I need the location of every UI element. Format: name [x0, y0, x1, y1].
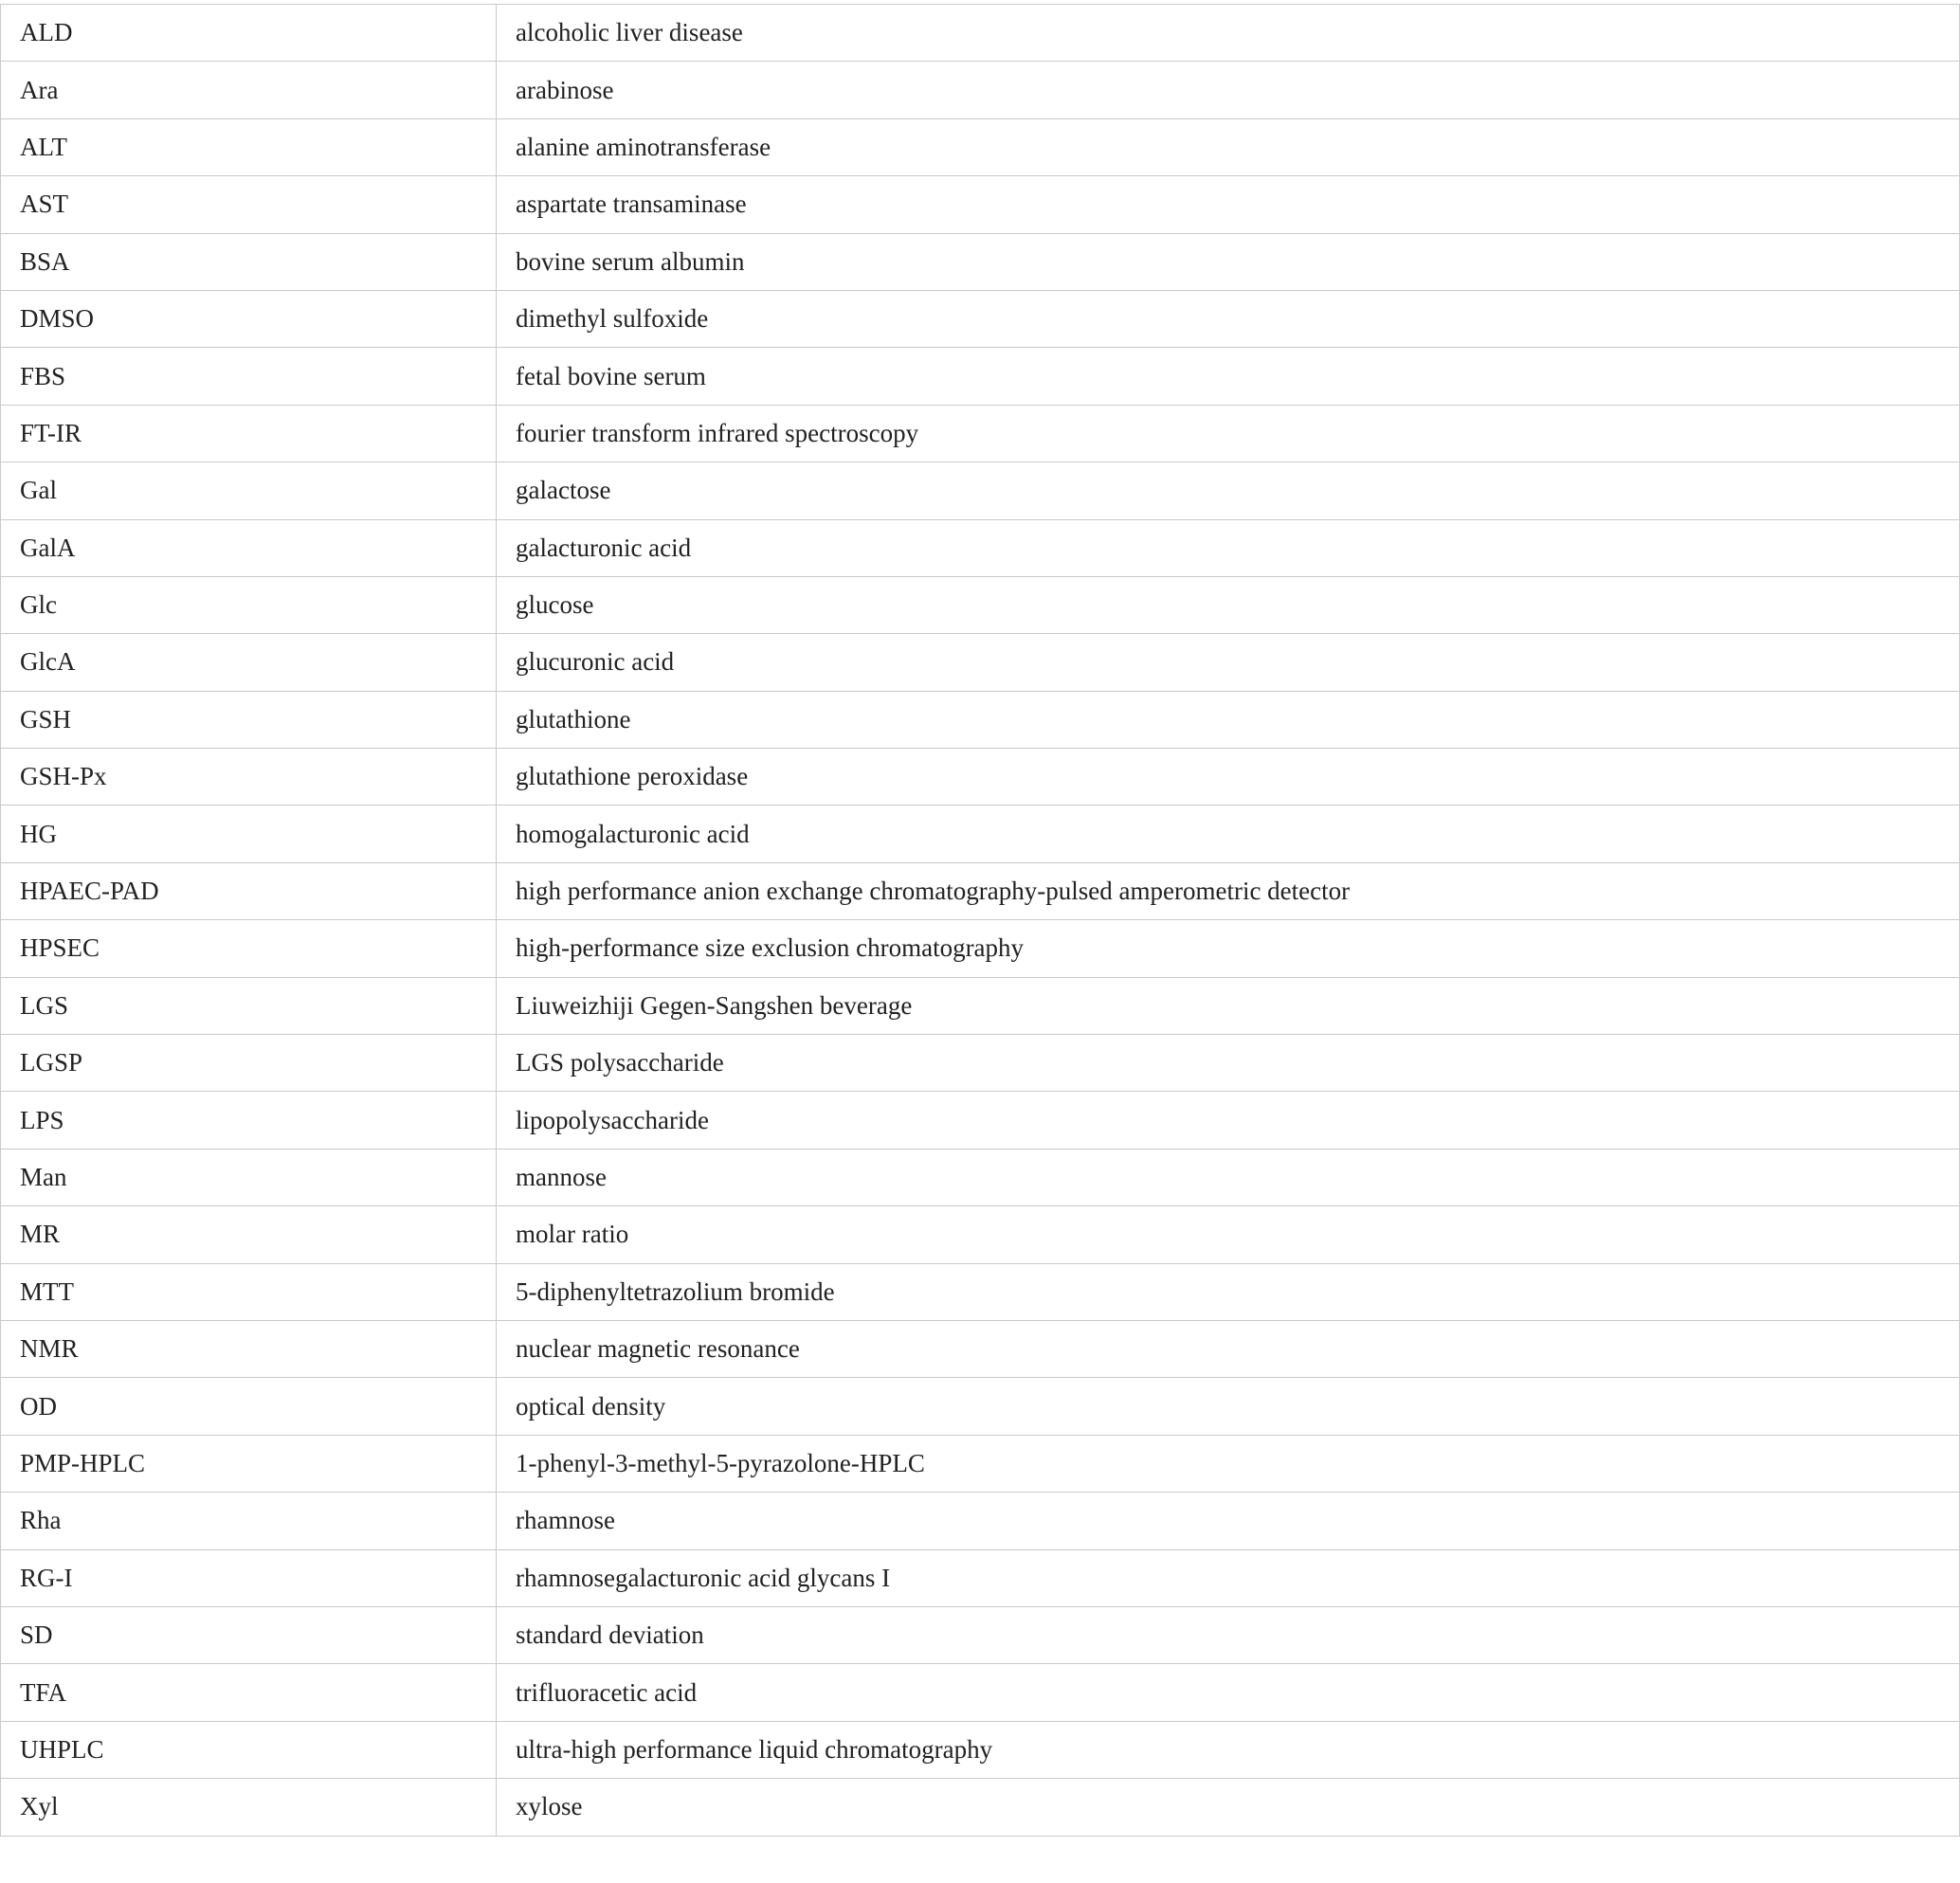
- abbreviation-cell: UHPLC: [1, 1721, 497, 1778]
- definition-cell: molar ratio: [497, 1206, 1960, 1263]
- abbreviation-cell: FBS: [1, 348, 497, 405]
- table-row: [1, 862, 1960, 919]
- abbreviation-cell: MR: [1, 1206, 497, 1263]
- definition-cell: glucuronic acid: [497, 634, 1960, 691]
- table-row: [1, 1320, 1960, 1377]
- table-row: [1, 920, 1960, 977]
- definition-cell: mannose: [497, 1149, 1960, 1205]
- definition-cell: nuclear magnetic resonance: [497, 1320, 1960, 1377]
- table-row: [1, 348, 1960, 405]
- table-row: [1, 118, 1960, 175]
- definition-cell: LGS polysaccharide: [497, 1035, 1960, 1092]
- definition-cell: galactose: [497, 462, 1960, 519]
- definition-cell: ultra-high performance liquid chromatography: [497, 1721, 1960, 1778]
- abbreviation-cell: Gal: [1, 462, 497, 519]
- definition-cell: standard deviation: [497, 1606, 1960, 1663]
- table-row: [1, 1493, 1960, 1549]
- definition-cell: glutathione peroxidase: [497, 749, 1960, 806]
- table-row: [1, 462, 1960, 519]
- table-row: [1, 519, 1960, 576]
- table-row: [1, 1606, 1960, 1663]
- abbreviation-cell: NMR: [1, 1320, 497, 1377]
- abbreviation-cell: PMP-HPLC: [1, 1435, 497, 1492]
- table-row: [1, 634, 1960, 691]
- abbreviation-cell: LGSP: [1, 1035, 497, 1092]
- definition-cell: trifluoracetic acid: [497, 1664, 1960, 1721]
- definition-cell: lipopolysaccharide: [497, 1092, 1960, 1149]
- table-row: [1, 977, 1960, 1034]
- abbreviation-cell: HG: [1, 806, 497, 862]
- abbreviation-cell: Xyl: [1, 1779, 497, 1836]
- definition-cell: Liuweizhiji Gegen-Sangshen beverage: [497, 977, 1960, 1034]
- abbreviations-table-body: [1, 5, 1960, 1837]
- abbreviations-table: [0, 4, 1960, 1837]
- abbreviation-cell: LGS: [1, 977, 497, 1034]
- table-row: [1, 62, 1960, 118]
- table-row: [1, 290, 1960, 347]
- abbreviation-cell: ALD: [1, 5, 497, 62]
- table-row: [1, 1092, 1960, 1149]
- table-row: [1, 749, 1960, 806]
- table-row: [1, 1721, 1960, 1778]
- definition-cell: 5-diphenyltetrazolium bromide: [497, 1263, 1960, 1320]
- table-row: [1, 1378, 1960, 1435]
- table-row: [1, 691, 1960, 748]
- table-row: [1, 1035, 1960, 1092]
- abbreviation-cell: Rha: [1, 1493, 497, 1549]
- definition-cell: aspartate transaminase: [497, 176, 1960, 233]
- abbreviation-cell: GSH: [1, 691, 497, 748]
- table-row: [1, 176, 1960, 233]
- abbreviation-cell: GlcA: [1, 634, 497, 691]
- definition-cell: xylose: [497, 1779, 1960, 1836]
- definition-cell: glucose: [497, 576, 1960, 633]
- abbreviation-cell: BSA: [1, 233, 497, 290]
- abbreviation-cell: ALT: [1, 118, 497, 175]
- table-row: [1, 405, 1960, 462]
- definition-cell: bovine serum albumin: [497, 233, 1960, 290]
- table-row: [1, 233, 1960, 290]
- definition-cell: alcoholic liver disease: [497, 5, 1960, 62]
- definition-cell: fourier transform infrared spectroscopy: [497, 405, 1960, 462]
- abbreviation-cell: SD: [1, 1606, 497, 1663]
- table-row: [1, 1435, 1960, 1492]
- abbreviation-cell: GalA: [1, 519, 497, 576]
- table-row: [1, 806, 1960, 862]
- definition-cell: dimethyl sulfoxide: [497, 290, 1960, 347]
- definition-cell: homogalacturonic acid: [497, 806, 1960, 862]
- definition-cell: high-performance size exclusion chromatography: [497, 920, 1960, 977]
- abbreviation-cell: Ara: [1, 62, 497, 118]
- definition-cell: 1-phenyl-3-methyl-5-pyrazolone-HPLC: [497, 1435, 1960, 1492]
- definition-cell: rhamnosegalacturonic acid glycans I: [497, 1549, 1960, 1606]
- table-row: [1, 1549, 1960, 1606]
- abbreviation-cell: RG-I: [1, 1549, 497, 1606]
- definition-cell: fetal bovine serum: [497, 348, 1960, 405]
- abbreviation-cell: OD: [1, 1378, 497, 1435]
- abbreviation-cell: AST: [1, 176, 497, 233]
- definition-cell: high performance anion exchange chromatography-pulsed amperometric detector: [497, 862, 1960, 919]
- definition-cell: optical density: [497, 1378, 1960, 1435]
- abbreviation-cell: GSH-Px: [1, 749, 497, 806]
- table-row: [1, 1664, 1960, 1721]
- table-row: [1, 1779, 1960, 1836]
- abbreviation-cell: TFA: [1, 1664, 497, 1721]
- abbreviation-cell: Man: [1, 1149, 497, 1205]
- abbreviation-cell: MTT: [1, 1263, 497, 1320]
- abbreviation-cell: Glc: [1, 576, 497, 633]
- table-row: [1, 5, 1960, 62]
- abbreviation-cell: HPAEC-PAD: [1, 862, 497, 919]
- table-row: [1, 1263, 1960, 1320]
- abbreviation-cell: DMSO: [1, 290, 497, 347]
- table-row: [1, 1206, 1960, 1263]
- table-row: [1, 1149, 1960, 1205]
- abbreviation-cell: HPSEC: [1, 920, 497, 977]
- abbreviation-cell: FT-IR: [1, 405, 497, 462]
- table-row: [1, 576, 1960, 633]
- definition-cell: rhamnose: [497, 1493, 1960, 1549]
- abbreviation-cell: LPS: [1, 1092, 497, 1149]
- definition-cell: alanine aminotransferase: [497, 118, 1960, 175]
- definition-cell: arabinose: [497, 62, 1960, 118]
- definition-cell: galacturonic acid: [497, 519, 1960, 576]
- definition-cell: glutathione: [497, 691, 1960, 748]
